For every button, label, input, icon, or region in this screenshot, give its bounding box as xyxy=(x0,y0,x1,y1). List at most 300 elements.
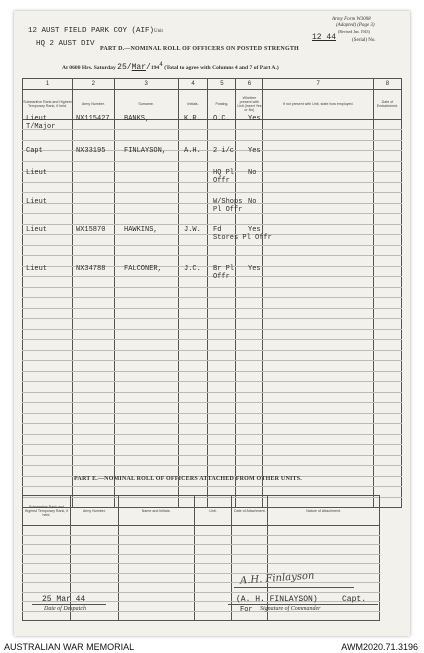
table-cell xyxy=(23,445,73,456)
table-row xyxy=(23,308,402,319)
table-row xyxy=(23,361,402,372)
table-cell xyxy=(178,203,208,214)
table-cell xyxy=(23,583,71,593)
present-cell: No xyxy=(248,198,257,206)
footer-accession: AWM2020.71.3196 xyxy=(341,642,418,652)
table-cell xyxy=(70,545,118,555)
serial-label: (Serial) No. xyxy=(352,38,376,43)
table-cell xyxy=(178,329,208,340)
table-cell xyxy=(23,392,73,403)
table-cell xyxy=(72,382,114,393)
column-number: 3 xyxy=(114,79,178,90)
table-cell xyxy=(23,235,73,246)
table-row xyxy=(23,214,402,225)
table-cell xyxy=(268,554,380,564)
table-row xyxy=(23,235,402,246)
table-row xyxy=(23,545,380,555)
column-header: Army Number. xyxy=(72,89,114,119)
table-cell xyxy=(72,130,114,141)
table-cell xyxy=(114,203,178,214)
table-cell xyxy=(263,445,374,456)
posting-continued-cell: Offr xyxy=(213,177,230,185)
table-cell xyxy=(118,573,194,583)
table-cell xyxy=(236,340,263,351)
present-cell: Yes xyxy=(248,147,261,155)
table-cell xyxy=(114,214,178,225)
table-cell xyxy=(178,455,208,466)
table-cell xyxy=(114,329,178,340)
table-cell xyxy=(263,119,374,130)
table-cell xyxy=(373,361,401,372)
table-cell xyxy=(232,526,268,536)
table-cell xyxy=(194,611,232,621)
table-cell xyxy=(23,455,73,466)
table-cell xyxy=(263,235,374,246)
table-cell xyxy=(178,340,208,351)
table-row xyxy=(23,329,402,340)
table-cell xyxy=(232,535,268,545)
temporary-rank-cell: T/Major xyxy=(26,123,56,131)
table-row xyxy=(23,611,380,621)
table-cell xyxy=(114,298,178,309)
table-cell xyxy=(263,382,374,393)
time-prefix: At 0600 Hrs. Saturday xyxy=(62,64,116,71)
table-row xyxy=(23,466,402,477)
table-cell xyxy=(232,554,268,564)
posting-cell: Br Pl xyxy=(213,265,235,273)
table-cell xyxy=(373,151,401,162)
present-cell: Yes xyxy=(248,115,261,123)
table-cell xyxy=(373,424,401,435)
table-cell xyxy=(178,214,208,225)
table-cell xyxy=(208,455,236,466)
table-cell xyxy=(23,526,71,536)
rank-cell: Capt xyxy=(26,147,43,155)
unit-name: 12 AUST FIELD PARK COY (AIF) xyxy=(28,27,155,35)
table-cell xyxy=(114,287,178,298)
initials-cell: A.H. xyxy=(184,147,201,155)
table-cell xyxy=(23,564,71,574)
table-cell xyxy=(118,564,194,574)
table-cell xyxy=(114,434,178,445)
table-cell xyxy=(23,466,73,477)
table-cell xyxy=(23,277,73,288)
table-cell xyxy=(208,340,236,351)
table-cell xyxy=(178,130,208,141)
table-cell xyxy=(23,340,73,351)
table-cell xyxy=(23,319,73,330)
table-cell xyxy=(72,466,114,477)
table-cell xyxy=(236,413,263,424)
table-cell xyxy=(236,350,263,361)
table-cell xyxy=(72,193,114,204)
table-cell xyxy=(263,214,374,225)
table-cell xyxy=(373,350,401,361)
despatch-label: Date of Despatch xyxy=(44,606,86,612)
table-cell xyxy=(232,564,268,574)
table-cell xyxy=(114,161,178,172)
table-cell xyxy=(236,403,263,414)
table-cell xyxy=(72,319,114,330)
table-row xyxy=(23,340,402,351)
form-adapted: (Adapted) (Page 3) xyxy=(336,23,375,28)
table-cell xyxy=(373,434,401,445)
table-row xyxy=(23,371,402,382)
part-e-column-header: Date of Attachment. xyxy=(232,496,268,526)
posting-cell: HQ Pl xyxy=(213,169,235,177)
signatory-rank: Capt. xyxy=(342,595,367,604)
rank-cell: Lieut xyxy=(26,169,48,177)
table-cell xyxy=(23,476,73,487)
column-number: 1 xyxy=(23,79,73,90)
table-row xyxy=(23,573,380,583)
table-cell xyxy=(194,526,232,536)
table-cell xyxy=(373,203,401,214)
table-cell xyxy=(373,298,401,309)
table-cell xyxy=(23,424,73,435)
table-cell xyxy=(114,413,178,424)
table-cell xyxy=(236,214,263,225)
table-row xyxy=(23,403,402,414)
posting-cell: Fd xyxy=(213,226,222,234)
table-cell xyxy=(236,287,263,298)
table-cell xyxy=(72,424,114,435)
table-cell xyxy=(178,403,208,414)
table-cell xyxy=(23,434,73,445)
time-suffix: (Total to agree with Columns 4 and 7 of Part A.) xyxy=(164,64,279,71)
table-cell xyxy=(263,277,374,288)
table-cell xyxy=(114,245,178,256)
table-cell xyxy=(70,583,118,593)
table-cell xyxy=(208,287,236,298)
table-cell xyxy=(263,287,374,298)
table-cell xyxy=(72,361,114,372)
table-cell xyxy=(373,403,401,414)
table-cell xyxy=(70,611,118,621)
table-row xyxy=(23,172,402,183)
table-cell xyxy=(373,256,401,267)
date-year: 194 xyxy=(150,64,160,71)
table-cell xyxy=(23,245,73,256)
table-row xyxy=(23,193,402,204)
table-cell xyxy=(208,466,236,477)
table-cell xyxy=(118,592,194,602)
table-row xyxy=(23,245,402,256)
table-cell xyxy=(23,573,71,583)
table-cell xyxy=(178,193,208,204)
table-cell xyxy=(208,329,236,340)
table-cell xyxy=(263,256,374,267)
table-cell xyxy=(72,434,114,445)
table-cell xyxy=(236,319,263,330)
table-cell xyxy=(268,535,380,545)
table-cell xyxy=(72,287,114,298)
part-e-header-row xyxy=(23,496,380,526)
column-number: 6 xyxy=(236,79,263,90)
column-header: Substantive Rank and Highest Temporary Rank, if held. xyxy=(23,89,73,119)
table-cell xyxy=(23,361,73,372)
present-cell: No xyxy=(248,169,257,177)
surname-cell: FINLAYSON, xyxy=(124,147,167,155)
table-cell xyxy=(373,214,401,225)
table-cell xyxy=(236,434,263,445)
table-cell xyxy=(72,308,114,319)
table-cell xyxy=(373,277,401,288)
table-cell xyxy=(178,466,208,477)
table-cell xyxy=(208,371,236,382)
table-cell xyxy=(72,235,114,246)
initials-cell: K.R. xyxy=(184,115,201,123)
table-cell xyxy=(70,554,118,564)
table-cell xyxy=(236,277,263,288)
table-row xyxy=(23,564,380,574)
table-cell xyxy=(178,182,208,193)
table-cell xyxy=(263,371,374,382)
table-cell xyxy=(178,308,208,319)
table-cell xyxy=(118,535,194,545)
despatch-date: 25 Mar 44 xyxy=(42,595,86,604)
table-cell xyxy=(236,245,263,256)
table-cell xyxy=(373,329,401,340)
table-cell xyxy=(263,319,374,330)
table-cell xyxy=(373,392,401,403)
table-cell xyxy=(236,392,263,403)
date-year-digit: 4 xyxy=(159,61,163,68)
table-cell xyxy=(23,130,73,141)
table-cell xyxy=(23,298,73,309)
table-cell xyxy=(178,245,208,256)
table-cell xyxy=(72,245,114,256)
table-cell xyxy=(268,545,380,555)
table-cell xyxy=(114,308,178,319)
table-row xyxy=(23,182,402,193)
table-cell xyxy=(232,545,268,555)
signature-rule xyxy=(234,587,354,588)
table-cell xyxy=(263,151,374,162)
table-cell xyxy=(118,554,194,564)
posting-cell: 2 i/c xyxy=(213,147,235,155)
date-month: Mar xyxy=(131,62,146,72)
rank-cell: Lieut xyxy=(26,115,48,123)
table-cell xyxy=(208,434,236,445)
table-cell xyxy=(72,445,114,456)
serial-value: 12 44 xyxy=(312,33,337,42)
table-cell xyxy=(23,545,71,555)
table-cell xyxy=(263,193,374,204)
table-cell xyxy=(208,245,236,256)
table-cell xyxy=(72,340,114,351)
table-cell xyxy=(236,371,263,382)
table-cell xyxy=(23,308,73,319)
table-cell xyxy=(23,413,73,424)
table-cell xyxy=(263,455,374,466)
table-cell xyxy=(114,130,178,141)
table-row xyxy=(23,319,402,330)
table-cell xyxy=(114,350,178,361)
table-cell xyxy=(194,583,232,593)
column-number: 2 xyxy=(72,79,114,90)
column-header: Date of Embarkment. xyxy=(373,89,401,119)
table-cell xyxy=(208,445,236,456)
table-cell xyxy=(263,361,374,372)
table-cell xyxy=(194,564,232,574)
table-cell xyxy=(263,350,374,361)
table-cell xyxy=(23,371,73,382)
table-cell xyxy=(236,466,263,477)
table-cell xyxy=(178,382,208,393)
table-cell xyxy=(23,611,71,621)
column-header: Whether present with Unit (Insert Yes or No) xyxy=(236,89,263,119)
table-cell xyxy=(72,214,114,225)
army-number-cell: NX115427 xyxy=(76,115,110,123)
part-e-column-header: Unit. xyxy=(194,496,232,526)
table-cell xyxy=(23,214,73,225)
table-cell xyxy=(178,319,208,330)
table-cell xyxy=(268,526,380,536)
table-cell xyxy=(373,235,401,246)
table-cell xyxy=(263,182,374,193)
table-row xyxy=(23,554,380,564)
table-cell xyxy=(114,340,178,351)
army-number-cell: NX33195 xyxy=(76,147,106,155)
table-row xyxy=(23,526,380,536)
document-sheet xyxy=(14,11,410,636)
table-row xyxy=(23,277,402,288)
table-cell xyxy=(72,329,114,340)
table-cell xyxy=(208,298,236,309)
table-cell xyxy=(72,350,114,361)
table-cell xyxy=(263,245,374,256)
table-cell xyxy=(118,602,194,612)
signatory-rule xyxy=(228,604,378,605)
table-cell xyxy=(373,182,401,193)
part-d-body xyxy=(23,119,402,508)
column-number: 5 xyxy=(208,79,236,90)
table-cell xyxy=(373,119,401,130)
table-cell xyxy=(236,382,263,393)
surname-cell: HAWKINS, xyxy=(124,226,158,234)
column-number-row xyxy=(23,79,402,90)
table-cell xyxy=(114,455,178,466)
handwritten-signature: A.H. Finlayson xyxy=(239,570,315,587)
date-line: At 0600 Hrs. Saturday $25/Mar/194^4$ (Total to agree with Columns 4 and 7 of Part A.) xyxy=(62,61,279,72)
table-cell xyxy=(236,361,263,372)
table-cell xyxy=(263,308,374,319)
table-cell xyxy=(114,193,178,204)
column-header: If not present with Unit, state how employed. xyxy=(263,89,374,119)
table-cell xyxy=(118,583,194,593)
table-row xyxy=(23,392,402,403)
column-number: 4 xyxy=(178,79,208,90)
table-cell xyxy=(178,161,208,172)
table-row xyxy=(23,130,402,141)
table-row xyxy=(23,455,402,466)
table-cell xyxy=(208,424,236,435)
table-cell xyxy=(114,172,178,183)
posting-continued-cell: Pl Offr xyxy=(213,206,243,214)
part-e-column-header: Name and Initials. xyxy=(118,496,194,526)
rank-cell: Lieut xyxy=(26,198,48,206)
table-row xyxy=(23,350,402,361)
table-cell xyxy=(208,403,236,414)
table-cell xyxy=(114,382,178,393)
table-cell xyxy=(263,203,374,214)
table-cell xyxy=(208,413,236,424)
table-cell xyxy=(373,455,401,466)
table-cell xyxy=(236,130,263,141)
table-cell xyxy=(373,172,401,183)
signature-label: Signature of Commander xyxy=(260,606,321,612)
surname-cell: BANKS, xyxy=(124,115,150,123)
table-cell xyxy=(236,298,263,309)
table-cell xyxy=(178,413,208,424)
table-cell xyxy=(263,403,374,414)
present-cell: Yes xyxy=(248,265,261,273)
table-cell xyxy=(178,361,208,372)
table-cell xyxy=(114,319,178,330)
despatch-rule xyxy=(32,604,106,605)
table-cell xyxy=(114,361,178,372)
table-cell xyxy=(236,445,263,456)
table-cell xyxy=(178,392,208,403)
part-e-title: PART E.—NOMINAL ROLL OF OFFICERS ATTACHED FROM OTHER UNITS. xyxy=(74,476,302,482)
table-cell xyxy=(208,361,236,372)
table-cell xyxy=(236,424,263,435)
table-cell xyxy=(70,526,118,536)
table-cell xyxy=(263,266,374,277)
table-cell xyxy=(373,224,401,235)
table-cell xyxy=(114,182,178,193)
table-cell xyxy=(373,382,401,393)
table-cell xyxy=(72,403,114,414)
table-cell xyxy=(72,413,114,424)
army-number-cell: NX34788 xyxy=(76,265,106,273)
column-number: 7 xyxy=(263,79,374,90)
table-cell xyxy=(373,161,401,172)
table-cell xyxy=(208,319,236,330)
part-e-column-header: Nature of Attachment. xyxy=(268,496,380,526)
table-cell xyxy=(72,172,114,183)
table-cell xyxy=(72,203,114,214)
table-cell xyxy=(23,382,73,393)
table-cell xyxy=(268,611,380,621)
table-cell xyxy=(194,573,232,583)
table-row xyxy=(23,434,402,445)
form-revised: (Revised Jan. 1943) xyxy=(338,29,370,34)
table-cell xyxy=(373,413,401,424)
table-cell xyxy=(263,466,374,477)
part-d-title: PART D.—NOMINAL ROLL OF OFFICERS ON POSTED STRENGTH xyxy=(100,46,299,52)
table-cell xyxy=(263,161,374,172)
initials-cell: J.C. xyxy=(184,265,201,273)
table-cell xyxy=(72,277,114,288)
table-cell xyxy=(194,535,232,545)
table-cell xyxy=(373,193,401,204)
posting-continued-cell: Stores Pl Offr xyxy=(213,234,272,242)
table-cell xyxy=(72,371,114,382)
table-cell xyxy=(263,140,374,151)
table-cell xyxy=(373,340,401,351)
table-cell xyxy=(23,350,73,361)
part-e-column-header: Substantive Rank and Highest Temporary Rank, if held. xyxy=(23,496,71,526)
part-e-column-header: Army Number. xyxy=(70,496,118,526)
table-cell xyxy=(178,298,208,309)
column-number: 8 xyxy=(373,79,401,90)
table-cell xyxy=(208,392,236,403)
table-row xyxy=(23,413,402,424)
table-cell xyxy=(194,592,232,602)
formation-line: HQ 2 AUST DIV xyxy=(36,40,95,48)
